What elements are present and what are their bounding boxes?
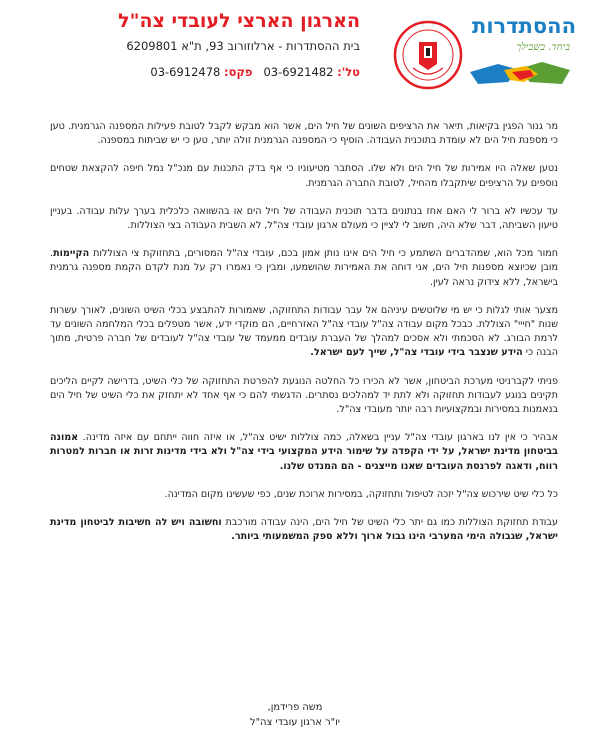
signature-role: יו"ר ארגון עובדי צה"ל — [250, 717, 340, 728]
paragraph-4-text-a: חמור מכל הוא, שמהדברים השתמע כי חיל הים אינו נותן אמון בכם, עובדי צה"ל המסורים, בתחזוקת צי הצוללות — [93, 248, 558, 260]
paragraph-4 — [50, 247, 558, 290]
letter-body — [50, 120, 558, 558]
paragraph-5 — [50, 304, 558, 361]
paragraph-6: פניתי לקברניטי מערכת הביטחון, אשר לא הכירו כל החלטה הנוגעת להפרטת התחזוקה של כלי השיט, בדרישה לקיים הליכים תקינים בנוגע לעבודות תחזוקה ולא לתת יד למהלכים נסתרים. הדגשתי להם כי אף אחד לא יתחזק את כלי השיט של חיל הים בנאמנות במסירות ובמקצועיות רבה יותר מעובדי צה"ל. — [50, 375, 558, 416]
paragraph-4-bold: הקיימות — [53, 248, 90, 260]
histadrut-logo-text: ההסתדרות — [471, 14, 576, 38]
paragraph-3: עד עכשיו לא ברור לי האם אחז בנתונים בדבר תוכנית העבודה של חיל הים או בהשוואה כלכלית בערך עלות עבודה. בעניין טיעון השביתה, דבר שלא היה, חשוב לי לציין כי מעולם ארגון עובדי צה"ל, לא השבית העבודה בצי הצוללות. — [50, 205, 558, 232]
phone-number: 03-6921482 — [263, 65, 334, 79]
paragraph-9-text: עבודת תחזוקת הצוללות כמו גם יתר כלי השיט של חיל הים, הינה עבודה מורכבת — [225, 517, 558, 529]
paragraph-7 — [50, 431, 558, 474]
histadrut-logo-slogan: ביחד. בשבילך — [516, 42, 570, 53]
paragraph-9-bold: וחשובה ויש לה חשיבות לביטחון מדינת ישראל, שגבולה הימי המערבי הינו גבול ארוך וללא ספק המשמעותי ביותר. — [50, 517, 558, 543]
letterhead — [0, 0, 590, 96]
paragraph-5-bold: הידע שנצבר בידי עובדי צה"ל, שייך לעם ישראל. — [310, 347, 523, 359]
organization-title: הארגון הארצי לעובדי צה"ל — [118, 10, 360, 32]
paragraph-2: נטען שאלה היו אמירות של חיל הים ולא שלו. הסתבר מטיעוניו כי אף בדק התכנות עם מנכ"ל נמל חיפה להקצאת שטחים נוספים על הרציפים שיתקבלו מהחיל, לטובת החברה הגרמנית. — [50, 163, 558, 189]
paragraph-9 — [50, 516, 558, 544]
organization-seal-icon — [393, 20, 463, 90]
organization-contact — [30, 65, 360, 79]
organization-address: בית ההסתדרות - ארלוזורוב 93, ת"א 6209801 — [126, 39, 360, 53]
paragraph-5-text: מצער אותי לגלות כי יש מי שלוטשים עיניהם אל עבר עבודות התחזוקה, שאמורות להתבצע בכלי השיט השונים, לאורך עשרות שנות "חייי" הצוללת. כבכל מקום עבודה צה"ל עובדי צה"ל האזרחיים, הם מוקדי ידע, אשר מטפלים בכלי המלחמה השונים עד לרמת הבורג. לא הסכמתי ולא אסכים למהלך של העברת עובדים ממעמד של עובדי צה"ל לעובדים של חברה פרטית, מתוך הבנה כי — [50, 304, 558, 359]
handshake-icon — [468, 54, 572, 88]
phone-label: טל': — [337, 65, 360, 79]
signature-block — [200, 700, 390, 730]
paragraph-1: מר גנור הפגין בקיאות, תיאר את הרציפים השונים של חיל הים, אשר הוא מבקש לקבל לטובת פעילות המספנה הגרמנית. טען כי מספנת חיל הים לא עומדת בתוכנית העבודה. הוסיף כי המספנה הגרמנית זולה יותר, טען כי יש שביתות במספנה. — [50, 121, 558, 147]
paragraph-7-text: אבהיר כי אין לנו בארגון עובדי צה"ל עניין בשאלה, כמה צוללות ישיט צה"ל, או איזה חווה ייתחם עם איזה מדינה. — [82, 432, 558, 444]
paragraph-7-bold: אמונה בביטחון מדינת ישראל, על ידי הקפדה על שימור הידע המקצועי בידי צה"ל ולא בידי מדינות זרות או חברות למטרות רווח, ודאגה לפרנסת העובדים שאנו מייצגים - הם המנדט שלנו. — [50, 432, 558, 472]
fax-label: פקס: — [224, 65, 253, 79]
histadrut-logo — [462, 10, 580, 90]
fax-number: 03-6912478 — [150, 65, 221, 79]
paragraph-8: כל כלי שיט שירכוש צה"ל יזכה לטיפול ותחזוקה, במסירות ארוכת שנים, כפי שעשינו מקום המדינה. — [164, 488, 558, 500]
paragraph-4-text-b: . מובן שכיוצא מספנות חיל הים, אני דוחה את האמירות שהושמעו, ומבין כי נאמרו רק על מנת לקדם הקמת מספנה גרמנית בישראל, ללא צידוק נראה לעין. — [50, 248, 558, 288]
signature-name: משה פרידמן, — [267, 702, 323, 713]
